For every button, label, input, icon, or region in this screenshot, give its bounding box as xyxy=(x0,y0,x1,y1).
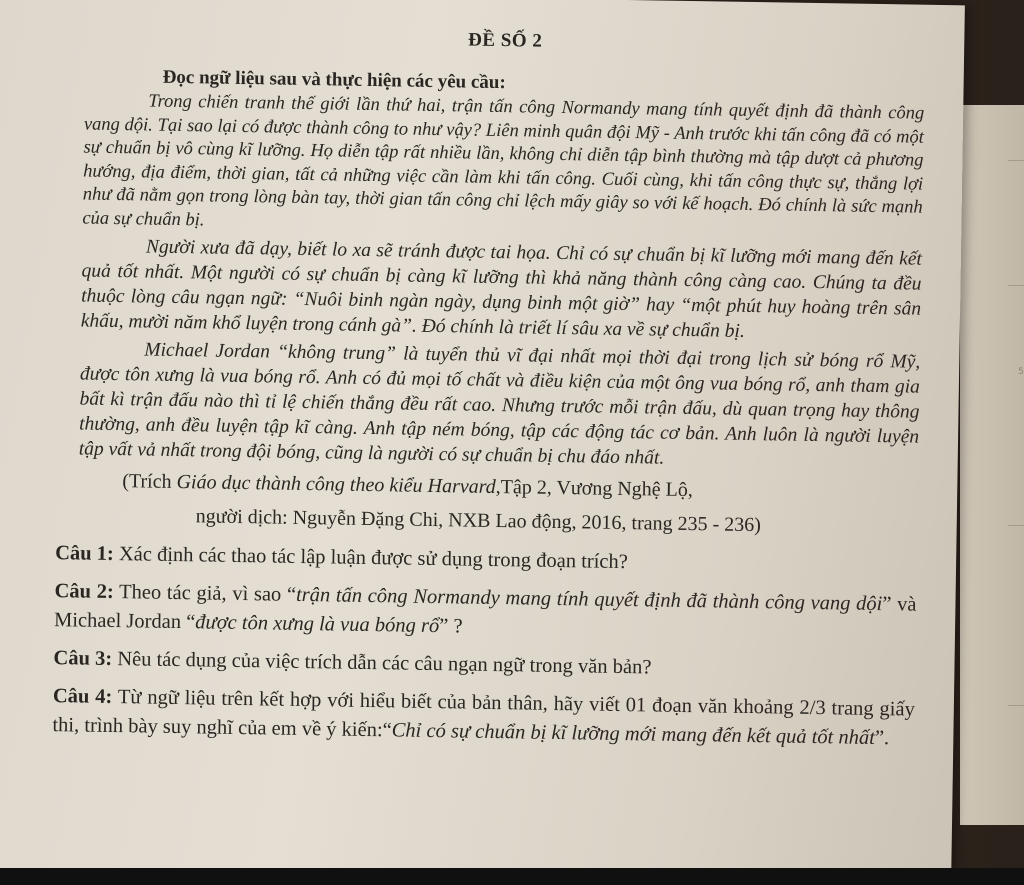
question-2-quote-jordan: được tôn xưng là vua bóng rổ xyxy=(195,611,440,638)
sheet-rule xyxy=(1008,525,1024,526)
question-2-text-b: ” và Michael Jordan “ xyxy=(53,593,917,634)
question-1 xyxy=(55,539,917,582)
question-2-label: Câu 2: xyxy=(54,580,114,604)
question-2-text-c: ” ? xyxy=(439,615,463,638)
question-2 xyxy=(54,577,917,649)
citation-open: (Trích xyxy=(122,470,177,493)
passage-paragraph-1: Trong chiến tranh thế giới lần thứ hai, trận tấn công Normandy mang tính quyết định đã thành công vang dội. Tại sao lại có được thành công to như vậy? Liên minh quân đội Mỹ - Anh trước khi tấn công đã có một sự chuẩn bị vô cùng kĩ lưỡng. Họ diễn tập rất nhiều lần, không chỉ diễn tập bình thường mà tập dượt cả phương hướng, địa điểm, thời gian, tất cả những việc cần làm khi tấn công. Cuối cùng, khi tấn công thực sự, thắng lợi như đã nằm gọn trong lòng bàn tay, thời gian tấn công chỉ lệch mấy giây so với kế hoạch. Đó chính là sức mạnh của sự chuẩn bị. xyxy=(82,91,925,230)
question-1-text: Xác định các thao tác lập luận được sử dụng trong đoạn trích? xyxy=(113,543,629,574)
reading-passage xyxy=(79,89,925,474)
reading-instruction: Đọc ngữ liệu sau và thực hiện các yêu cầu: xyxy=(162,66,506,94)
photo-bottom-edge xyxy=(0,868,1024,885)
source-citation xyxy=(78,465,919,542)
question-2-text-a: Theo tác giả, vì sao “ xyxy=(113,581,297,606)
question-3 xyxy=(53,644,915,687)
background-sheet xyxy=(960,105,1024,825)
question-list xyxy=(52,539,917,753)
question-4-text-b: ”. xyxy=(874,726,890,750)
paper-content xyxy=(52,10,926,763)
citation-book-title: Giáo dục thành công theo kiểu Harvard xyxy=(176,470,496,499)
sheet-rule xyxy=(1008,160,1024,161)
sheet-rule xyxy=(1008,285,1024,286)
question-2-quote-normandy: trận tấn công Normandy mang tính quyết định đã thành công vang dội xyxy=(295,583,883,616)
question-3-text: Nêu tác dụng của việc trích dẫn các câu ngạn ngữ trong văn bản? xyxy=(112,648,652,679)
sheet-rule xyxy=(1008,705,1024,706)
citation-volume-author: ,Tập 2, Vương Nghệ Lộ, xyxy=(495,476,694,502)
question-4-quote: Chỉ có sự chuẩn bị kĩ lưỡng mới mang đến kết quả tốt nhất xyxy=(391,719,876,749)
citation-line-2: người dịch: Nguyễn Đặng Chi, NXB Lao động, 2016, trang 235 - 236) xyxy=(195,505,762,537)
question-1-label: Câu 1: xyxy=(54,542,115,566)
exam-title: ĐỀ SỐ 2 xyxy=(467,29,543,52)
question-3-label: Câu 3: xyxy=(53,647,113,671)
question-4 xyxy=(52,682,915,754)
passage-paragraph-3: Michael Jordan “không trung” là tuyển thủ vĩ đại nhất mọi thời đại trong lịch sử bóng rổ Mỹ, được tôn xưng là vua bóng rổ. Anh có đủ mọi tố chất và điều kiện của một ông vua bóng rổ, anh tham gia bất kì trận đấu nào thì tỉ lệ chiến thắng đều rất cao. Nhưng trước mỗi trận đấu, dù quan trọng hay thông thường, anh đều luyện tập kĩ càng. Anh tập ném bóng, tập các động tác cơ bản. Anh luôn là người luyện tập vất vả nhất trong đội bóng, cũng là người có sự chuẩn bị chu đáo nhất. xyxy=(78,339,921,469)
sheet-mark: 5 xyxy=(1018,367,1024,377)
question-4-label: Câu 4: xyxy=(52,685,113,709)
passage-paragraph-2: Người xưa đã dạy, biết lo xa sẽ tránh được tai họa. Chỉ có sự chuẩn bị kĩ lưỡng mới mang đến kết quả tốt nhất. Một người có sự chuẩn bị càng kĩ lưỡng thì khả năng thành công càng cao. Chúng ta đều thuộc lòng câu ngạn ngữ: “Nuôi binh ngàn ngày, dụng binh một giờ” hay “một phút huy hoàng trên sân khấu, mười năm khổ luyện trong cánh gà”. Đó chính là triết lí sâu xa về sự chuẩn bị. xyxy=(80,236,923,342)
question-4-text-a: Từ ngữ liệu trên kết hợp với hiểu biết của bản thân, hãy viết 01 đoạn văn khoảng 2/3 trang giấy thi, trình bày suy nghĩ của em về ý kiến:“ xyxy=(52,686,915,742)
